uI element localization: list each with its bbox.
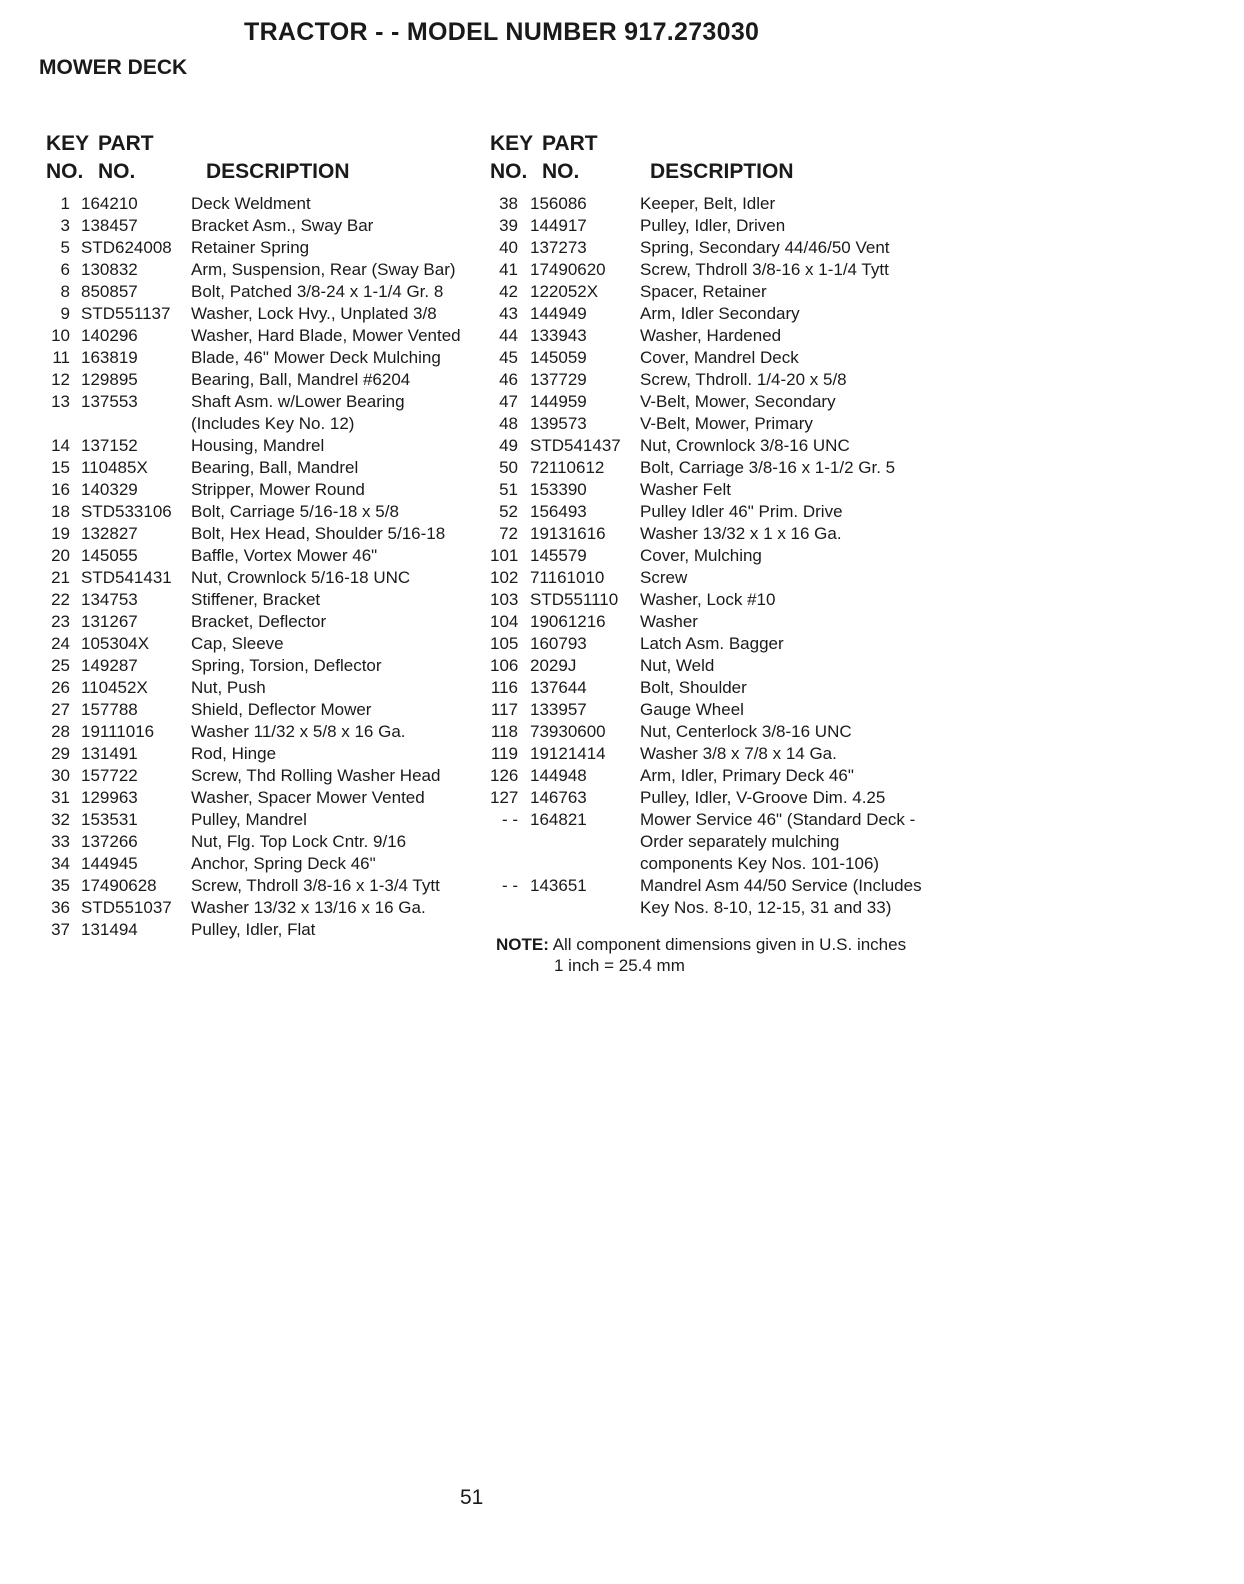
- key-number: 50: [499, 458, 518, 477]
- parts-row: [46, 919, 466, 941]
- part-number: 156086: [530, 194, 587, 213]
- header-key-no: NO.: [46, 160, 84, 183]
- key-number: 9: [60, 304, 70, 323]
- part-number: 153531: [81, 810, 138, 829]
- part-description: Bracket Asm., Sway Bar: [191, 216, 374, 235]
- part-description: Pulley Idler 46" Prim. Drive: [640, 502, 843, 521]
- part-description: Arm, Suspension, Rear (Sway Bar): [191, 260, 456, 279]
- part-number: 71161010: [530, 568, 605, 587]
- parts-row: [490, 743, 930, 765]
- parts-row: [490, 347, 930, 369]
- part-number: 137273: [530, 238, 587, 257]
- key-number: 48: [499, 414, 518, 433]
- part-description: Washer 11/32 x 5/8 x 16 Ga.: [191, 722, 406, 741]
- key-number: 35: [51, 876, 70, 895]
- parts-row: [490, 281, 930, 303]
- part-number: 140329: [81, 480, 138, 499]
- parts-row: [490, 721, 930, 743]
- key-number: - -: [501, 810, 518, 829]
- parts-column-left: [46, 132, 466, 941]
- key-number: 34: [51, 854, 70, 873]
- part-number: STD551037: [81, 898, 172, 917]
- part-description: Cap, Sleeve: [191, 634, 284, 653]
- parts-row: [46, 325, 466, 347]
- key-number: 117: [490, 700, 518, 719]
- key-number: 102: [490, 568, 519, 587]
- part-number: 110485X: [81, 458, 148, 477]
- parts-row: [46, 743, 466, 765]
- part-number: 160793: [530, 634, 587, 653]
- parts-row: [46, 809, 466, 831]
- key-number: 118: [490, 722, 518, 741]
- key-number: 47: [499, 392, 518, 411]
- part-description: Cover, Mandrel Deck: [640, 348, 799, 367]
- parts-row: [490, 501, 930, 523]
- part-number: 133943: [530, 326, 587, 345]
- part-description: Washer, Lock Hvy., Unplated 3/8: [191, 304, 437, 323]
- part-number: 157722: [81, 766, 138, 785]
- parts-row: [490, 413, 930, 435]
- part-description: Washer, Lock #10: [640, 590, 776, 609]
- parts-row: [490, 435, 930, 457]
- part-number: 132827: [81, 524, 138, 543]
- key-number: 1: [60, 194, 70, 213]
- part-description: Spacer, Retainer: [640, 282, 767, 301]
- part-description: Screw: [640, 568, 688, 587]
- key-number: 28: [51, 722, 70, 741]
- part-description: Screw, Thdroll. 1/4-20 x 5/8: [640, 370, 847, 389]
- parts-row: [46, 853, 466, 875]
- part-number: 131491: [81, 744, 138, 763]
- part-description: Spring, Torsion, Deflector: [191, 656, 382, 675]
- parts-row: [490, 611, 930, 633]
- parts-row: [46, 875, 466, 897]
- part-number: 146763: [530, 788, 587, 807]
- key-number: 119: [490, 744, 518, 763]
- key-number: 51: [499, 480, 518, 499]
- part-description: Rod, Hinge: [191, 744, 277, 763]
- key-number: 126: [490, 766, 519, 785]
- part-description: Pulley, Idler, V-Groove Dim. 4.25: [640, 788, 886, 807]
- dimension-note: [496, 934, 926, 976]
- part-number: 156493: [530, 502, 587, 521]
- parts-row: [46, 435, 466, 457]
- parts-row: [490, 215, 930, 237]
- parts-row: [490, 479, 930, 501]
- part-number: STD533106: [81, 502, 172, 521]
- part-description: Nut, Push: [191, 678, 266, 697]
- part-number: 137266: [81, 832, 138, 851]
- header-part-no: NO.: [542, 160, 580, 183]
- part-number: 134753: [81, 590, 138, 609]
- part-number: 133957: [530, 700, 587, 719]
- header-key: KEY: [490, 132, 534, 155]
- key-number: 44: [499, 326, 518, 345]
- part-description: Keeper, Belt, Idler: [640, 194, 776, 213]
- part-description: Nut, Crownlock 5/16-18 UNC: [191, 568, 411, 587]
- part-description: Bolt, Shoulder: [640, 678, 747, 697]
- part-description: Bolt, Patched 3/8-24 x 1-1/4 Gr. 8: [191, 282, 444, 301]
- header-key-no: NO.: [490, 160, 528, 183]
- part-number: 157788: [81, 700, 138, 719]
- key-number: 101: [490, 546, 519, 565]
- page-title: TRACTOR - - MODEL NUMBER 917.273030: [244, 18, 760, 46]
- parts-row: [46, 655, 466, 677]
- parts-row: [46, 457, 466, 479]
- parts-row: [490, 303, 930, 325]
- parts-row: [490, 237, 930, 259]
- part-description: Washer Felt: [640, 480, 732, 499]
- key-number: 22: [51, 590, 70, 609]
- parts-row: [46, 369, 466, 391]
- part-description: Nut, Crownlock 3/8-16 UNC: [640, 436, 850, 455]
- key-number: 14: [51, 436, 70, 455]
- key-number: 42: [499, 282, 518, 301]
- part-number: 850857: [81, 282, 138, 301]
- parts-row: [46, 193, 466, 215]
- part-description: Washer 13/32 x 13/16 x 16 Ga.: [191, 898, 426, 917]
- part-number: 145055: [81, 546, 138, 565]
- header-description: DESCRIPTION: [206, 160, 350, 183]
- part-number: 19131616: [530, 524, 606, 543]
- key-number: 5: [60, 238, 70, 257]
- parts-row: [46, 479, 466, 501]
- parts-row: [490, 699, 930, 721]
- part-description: Washer, Spacer Mower Vented: [191, 788, 425, 807]
- parts-row: [490, 633, 930, 655]
- part-description: Housing, Mandrel: [191, 436, 325, 455]
- part-description: Shaft Asm. w/Lower Bearing (Includes Key No. 12): [191, 392, 405, 433]
- parts-row: [46, 677, 466, 699]
- part-number: 139573: [530, 414, 587, 433]
- parts-row: [46, 391, 466, 435]
- part-description: Pulley, Mandrel: [191, 810, 307, 829]
- part-description: Nut, Flg. Top Lock Cntr. 9/16: [191, 832, 407, 851]
- part-description: Arm, Idler, Primary Deck 46": [640, 766, 854, 785]
- part-description: Deck Weldment: [191, 194, 311, 213]
- part-number: STD541437: [530, 436, 621, 455]
- part-number: 144949: [530, 304, 587, 323]
- parts-row: [46, 259, 466, 281]
- part-description: Pulley, Idler, Flat: [191, 920, 316, 939]
- part-number: 143651: [530, 876, 587, 895]
- parts-row: [490, 809, 930, 875]
- key-number: 36: [51, 898, 70, 917]
- header-part: PART: [542, 132, 598, 155]
- column-header-left: [46, 132, 466, 188]
- part-number: 145059: [530, 348, 587, 367]
- part-number: 19121414: [530, 744, 606, 763]
- parts-row: [46, 215, 466, 237]
- part-number: 105304X: [81, 634, 150, 653]
- key-number: 32: [51, 810, 70, 829]
- parts-list-left: [46, 193, 466, 941]
- note-text: All component dimensions given in U.S. inches: [552, 935, 907, 954]
- part-number: 129963: [81, 788, 138, 807]
- parts-row: [46, 347, 466, 369]
- key-number: 8: [60, 282, 70, 301]
- key-number: 33: [51, 832, 70, 851]
- parts-list-right: [490, 193, 930, 919]
- parts-row: [490, 259, 930, 281]
- part-number: 19061216: [530, 612, 606, 631]
- key-number: 43: [499, 304, 518, 323]
- parts-row: [46, 611, 466, 633]
- part-description: V-Belt, Mower, Primary: [640, 414, 813, 433]
- part-number: 110452X: [81, 678, 148, 697]
- part-number: STD624008: [81, 238, 172, 257]
- key-number: 103: [490, 590, 519, 609]
- parts-row: [46, 237, 466, 259]
- key-number: 10: [51, 326, 70, 345]
- part-description: Pulley, Idler, Driven: [640, 216, 786, 235]
- part-description: Screw, Thd Rolling Washer Head: [191, 766, 441, 785]
- part-description: Stripper, Mower Round: [191, 480, 365, 499]
- key-number: 52: [499, 502, 518, 521]
- part-description: Anchor, Spring Deck 46": [191, 854, 376, 873]
- parts-row: [490, 523, 930, 545]
- part-description: Shield, Deflector Mower: [191, 700, 372, 719]
- part-number: 19111016: [81, 722, 155, 741]
- parts-row: [46, 523, 466, 545]
- parts-row: [490, 589, 930, 611]
- column-header-right: [490, 132, 930, 188]
- part-number: 138457: [81, 216, 138, 235]
- note-label: NOTE:: [496, 935, 549, 954]
- parts-row: [46, 721, 466, 743]
- parts-row: [490, 193, 930, 215]
- part-number: 137152: [81, 436, 138, 455]
- parts-row: [490, 457, 930, 479]
- key-number: 6: [60, 260, 70, 279]
- header-key: KEY: [46, 132, 90, 155]
- part-description: Cover, Mulching: [640, 546, 762, 565]
- key-number: 106: [490, 656, 519, 675]
- part-number: 164821: [530, 810, 587, 829]
- part-description: Washer: [640, 612, 698, 631]
- part-description: Mower Service 46" (Standard Deck - Order separately mulching components Key Nos. 101-106): [640, 810, 916, 873]
- part-description: Bolt, Carriage 3/8-16 x 1-1/2 Gr. 5: [640, 458, 896, 477]
- key-number: 30: [51, 766, 70, 785]
- part-description: Retainer Spring: [191, 238, 310, 257]
- key-number: 27: [51, 700, 70, 719]
- part-description: Stiffener, Bracket: [191, 590, 321, 609]
- key-number: 37: [51, 920, 70, 939]
- key-number: 41: [499, 260, 518, 279]
- key-number: 72: [499, 524, 518, 543]
- key-number: 13: [51, 392, 70, 411]
- key-number: 15: [51, 458, 70, 477]
- key-number: 11: [52, 348, 70, 367]
- key-number: 49: [499, 436, 518, 455]
- part-description: Bolt, Hex Head, Shoulder 5/16-18: [191, 524, 446, 543]
- key-number: 20: [51, 546, 70, 565]
- part-number: 153390: [530, 480, 587, 499]
- part-description: Nut, Centerlock 3/8-16 UNC: [640, 722, 852, 741]
- part-number: 137729: [530, 370, 587, 389]
- part-number: 145579: [530, 546, 587, 565]
- part-description: Gauge Wheel: [640, 700, 744, 719]
- key-number: 25: [51, 656, 70, 675]
- part-description: Latch Asm. Bagger: [640, 634, 784, 653]
- key-number: 12: [51, 370, 70, 389]
- part-description: Washer, Hardened: [640, 326, 782, 345]
- note-conversion: 1 inch = 25.4 mm: [554, 956, 685, 975]
- part-number: 144945: [81, 854, 138, 873]
- part-number: STD551137: [81, 304, 171, 323]
- part-number: 144948: [530, 766, 587, 785]
- part-number: STD541431: [81, 568, 172, 587]
- part-description: Screw, Thdroll 3/8-16 x 1-1/4 Tytt: [640, 260, 889, 279]
- part-number: 17490628: [81, 876, 157, 895]
- parts-row: [490, 545, 930, 567]
- key-number: 29: [51, 744, 70, 763]
- part-description: Washer, Hard Blade, Mower Vented: [191, 326, 461, 345]
- header-part: PART: [98, 132, 154, 155]
- key-number: - -: [501, 876, 518, 895]
- key-number: 16: [51, 480, 70, 499]
- key-number: 31: [51, 788, 70, 807]
- parts-row: [46, 633, 466, 655]
- part-number: 2029J: [530, 656, 577, 675]
- parts-row: [46, 281, 466, 303]
- key-number: 21: [51, 568, 70, 587]
- key-number: 105: [490, 634, 519, 653]
- parts-row: [490, 765, 930, 787]
- parts-row: [490, 875, 930, 919]
- part-number: 122052X: [530, 282, 599, 301]
- part-description: Washer 3/8 x 7/8 x 14 Ga.: [640, 744, 837, 763]
- parts-row: [46, 589, 466, 611]
- part-description: Bearing, Ball, Mandrel #6204: [191, 370, 411, 389]
- part-number: 144959: [530, 392, 587, 411]
- part-description: Bearing, Ball, Mandrel: [191, 458, 359, 477]
- part-number: 163819: [81, 348, 138, 367]
- part-number: 137644: [530, 678, 587, 697]
- part-description: Baffle, Vortex Mower 46": [191, 546, 378, 565]
- part-number: 131494: [81, 920, 138, 939]
- header-part-no: NO.: [98, 160, 136, 183]
- part-number: 73930600: [530, 722, 606, 741]
- parts-column-right: [490, 132, 930, 919]
- parts-row: [46, 699, 466, 721]
- part-description: Bracket, Deflector: [191, 612, 327, 631]
- part-number: 144917: [530, 216, 587, 235]
- section-heading: MOWER DECK: [39, 56, 188, 79]
- header-description: DESCRIPTION: [650, 160, 794, 183]
- parts-row: [46, 765, 466, 787]
- key-number: 116: [490, 678, 518, 697]
- key-number: 19: [51, 524, 70, 543]
- key-number: 23: [51, 612, 70, 631]
- part-description: V-Belt, Mower, Secondary: [640, 392, 836, 411]
- part-number: 149287: [81, 656, 138, 675]
- part-description: Screw, Thdroll 3/8-16 x 1-3/4 Tytt: [191, 876, 440, 895]
- key-number: 45: [499, 348, 518, 367]
- parts-row: [46, 501, 466, 523]
- part-description: Nut, Weld: [640, 656, 715, 675]
- part-number: 17490620: [530, 260, 606, 279]
- key-number: 127: [490, 788, 519, 807]
- parts-row: [46, 303, 466, 325]
- parts-row: [490, 677, 930, 699]
- key-number: 104: [490, 612, 519, 631]
- key-number: 40: [499, 238, 518, 257]
- part-number: 137553: [81, 392, 138, 411]
- key-number: 3: [60, 216, 70, 235]
- key-number: 38: [499, 194, 518, 213]
- key-number: 26: [51, 678, 70, 697]
- part-number: 164210: [81, 194, 138, 213]
- part-description: Arm, Idler Secondary: [640, 304, 800, 323]
- part-description: Blade, 46" Mower Deck Mulching: [191, 348, 441, 367]
- key-number: 46: [499, 370, 518, 389]
- key-number: 18: [51, 502, 70, 521]
- page-number: 51: [460, 1486, 484, 1509]
- part-description: Washer 13/32 x 1 x 16 Ga.: [640, 524, 842, 543]
- part-number: 130832: [81, 260, 138, 279]
- parts-row: [490, 369, 930, 391]
- parts-row: [46, 897, 466, 919]
- parts-row: [490, 391, 930, 413]
- part-number: 72110612: [530, 458, 605, 477]
- part-description: Spring, Secondary 44/46/50 Vent: [640, 238, 890, 257]
- parts-row: [46, 545, 466, 567]
- key-number: 24: [51, 634, 70, 653]
- part-number: 131267: [81, 612, 138, 631]
- part-description: Bolt, Carriage 5/16-18 x 5/8: [191, 502, 399, 521]
- parts-row: [490, 787, 930, 809]
- part-number: 140296: [81, 326, 138, 345]
- part-description: Mandrel Asm 44/50 Service (Includes Key Nos. 8-10, 12-15, 31 and 33): [640, 876, 922, 917]
- part-number: 129895: [81, 370, 138, 389]
- parts-row: [490, 567, 930, 589]
- parts-row: [490, 655, 930, 677]
- part-number: STD551110: [530, 590, 619, 609]
- parts-row: [46, 567, 466, 589]
- parts-row: [490, 325, 930, 347]
- key-number: 39: [499, 216, 518, 235]
- parts-row: [46, 831, 466, 853]
- parts-row: [46, 787, 466, 809]
